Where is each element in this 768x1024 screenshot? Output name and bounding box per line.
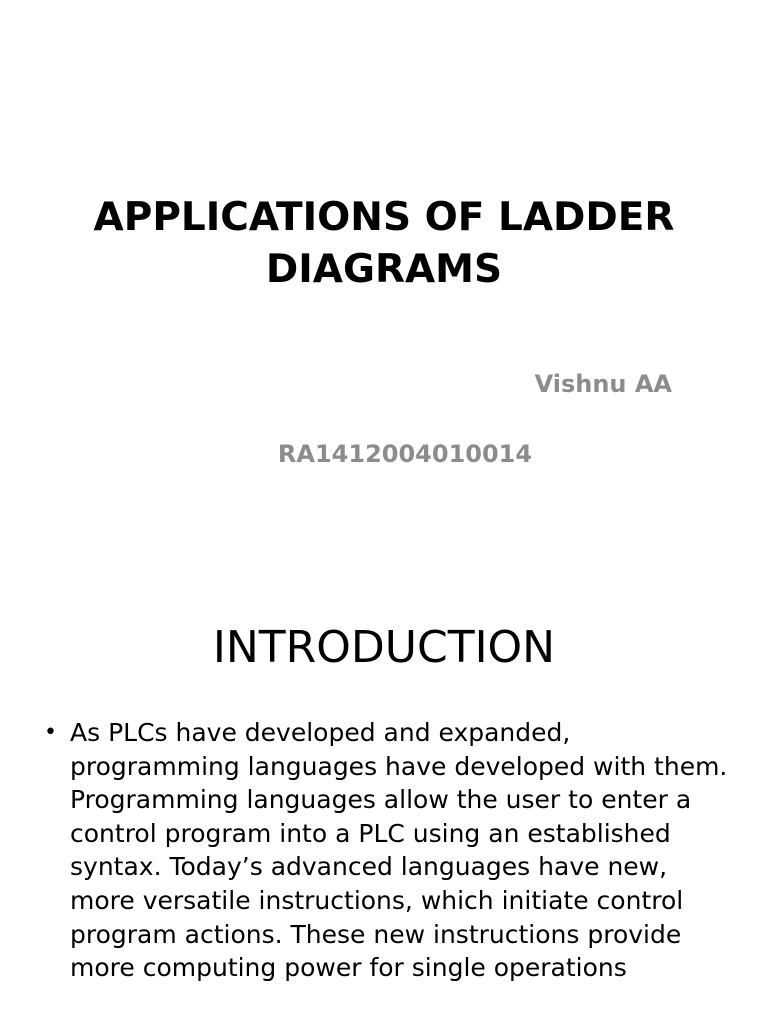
slide-title: APPLICATIONS OF LADDER DIAGRAMS bbox=[93, 195, 675, 292]
bullet-item bbox=[44, 716, 728, 985]
bullet-list bbox=[44, 716, 728, 985]
author-name: Vishnu AA bbox=[534, 370, 672, 398]
introduction-slide bbox=[0, 576, 768, 1024]
slide-heading: INTRODUCTION bbox=[212, 622, 556, 673]
registration-number: RA1412004010014 bbox=[277, 440, 533, 468]
bullet-dot-icon: • bbox=[44, 720, 57, 745]
bullet-text: As PLCs have developed and expanded, programming languages have developed with them. Programming languages allow the user to enter a control program into a PLC using an established syntax. Today’s advanced languages have new, more versatile instructions, which initiate control program actions. These new instructions provide more computing power for single operations bbox=[70, 718, 728, 983]
